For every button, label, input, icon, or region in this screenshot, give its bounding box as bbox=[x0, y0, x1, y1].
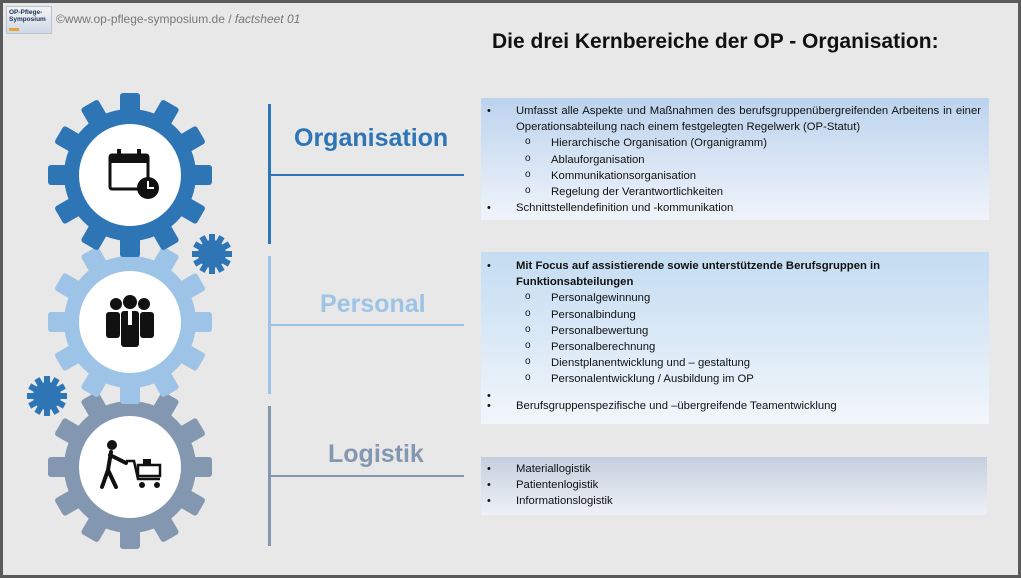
list-item: • Umfasst alle Aspekte und Maßnahmen des berufsgruppenübergreifenden Arbeitens in einer Operationsabteilung nach einem festgelegten Regelwerk (OP-Statut) o Hierarchische Organisation (Organigramm) o Ablauforganisation o Kommunikationsorganisation o Regelung der Verantwortlichkeiten bbox=[481, 103, 981, 200]
organisation-gear bbox=[48, 93, 212, 257]
section-label-personal: Personal bbox=[320, 290, 426, 318]
list-item: • Schnittstellendefinition und -kommunikation bbox=[481, 200, 981, 216]
list-item: • Patientenlogistik bbox=[481, 477, 979, 493]
page-title: Die drei Kernbereiche der OP - Organisation: bbox=[492, 30, 939, 53]
small-gear-top bbox=[192, 234, 232, 274]
sub-list-item: o Ablauforganisation bbox=[481, 152, 981, 168]
sub-list-item: o Personalberechnung bbox=[481, 339, 981, 355]
list-item: • Berufsgruppenspezifische und –übergreifende Teamentwicklung bbox=[481, 398, 981, 414]
logistik-horizontal-line bbox=[270, 475, 464, 477]
organisation-info-box bbox=[481, 98, 989, 220]
sub-list-item: o Personalgewinnung bbox=[481, 290, 981, 306]
op-pflege-symposium-logo: OP-Pflege- Symposium bbox=[6, 6, 52, 34]
personal-horizontal-line bbox=[270, 324, 464, 326]
logistik-info-box bbox=[481, 457, 987, 515]
spacer bbox=[481, 388, 981, 398]
small-gear-bottom bbox=[27, 376, 67, 416]
list-item: • Mit Focus auf assistierende sowie unterstützende Berufsgruppen in Funktionsabteilungen o Personalgewinnung o Personalbindung o Personalbewertung o Personalberechnung o Dienstplanentwicklung und – gestaltung o Personalentwicklung / Ausbildung im OP bbox=[481, 258, 981, 388]
source-url: ©www.op-pflege-symposium.de / bbox=[56, 12, 232, 26]
sub-list-item: o Hierarchische Organisation (Organigramm) bbox=[481, 135, 981, 151]
logistik-gear bbox=[48, 385, 212, 549]
section-label-organisation: Organisation bbox=[294, 124, 449, 152]
section-label-logistik: Logistik bbox=[328, 440, 424, 468]
factsheet-label: factsheet 01 bbox=[234, 12, 301, 26]
gears-diagram bbox=[0, 0, 300, 578]
sub-list-item: o Dienstplanentwicklung und – gestaltung bbox=[481, 355, 981, 371]
sub-list-item: o Personalentwicklung / Ausbildung im OP bbox=[481, 371, 981, 387]
sub-list-item: o Kommunikationsorganisation bbox=[481, 168, 981, 184]
personal-info-box bbox=[481, 252, 989, 424]
sub-list-item: o Personalbindung bbox=[481, 307, 981, 323]
list-item: • Materiallogistik bbox=[481, 461, 979, 477]
organisation-horizontal-line bbox=[270, 174, 464, 176]
list-item: • Informationslogistik bbox=[481, 493, 979, 509]
sub-list-item: o Regelung der Verantwortlichkeiten bbox=[481, 184, 981, 200]
sub-list-item: o Personalbewertung bbox=[481, 323, 981, 339]
